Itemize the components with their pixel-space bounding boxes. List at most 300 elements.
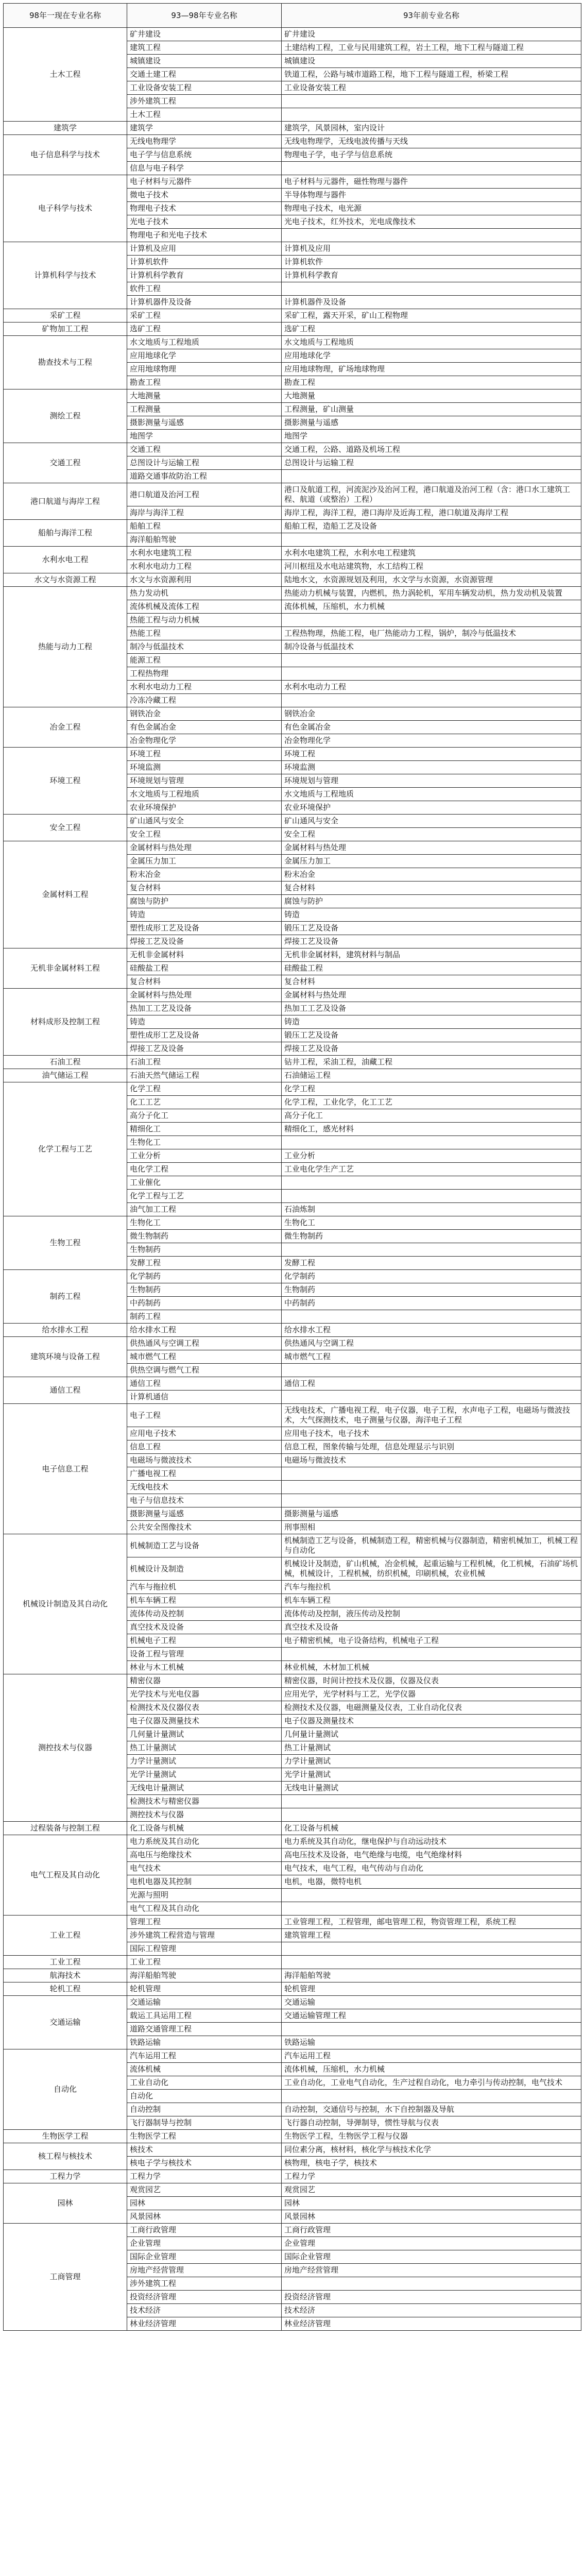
major-93-98-cell: 冷冻冷藏工程 <box>127 694 282 707</box>
major-pre-93-cell: 高分子化工 <box>282 1109 581 1123</box>
major-correspondence-table <box>3 3 581 2331</box>
major-93-98-cell: 工业分析 <box>127 1149 282 1163</box>
major-93-98-cell: 交通工程 <box>127 443 282 456</box>
table-row <box>4 135 581 148</box>
major-93-98-cell: 工业工程 <box>127 1956 282 1969</box>
major-pre-93-cell: 精细化工，感光材料 <box>282 1123 581 1136</box>
major-pre-93-cell: 焊接工艺及设备 <box>282 1042 581 1056</box>
major-93-98-cell: 生物化工 <box>127 1136 282 1149</box>
major-pre-93-cell <box>282 1494 581 1507</box>
major-93-98-cell: 化工工艺 <box>127 1096 282 1109</box>
major-93-98-cell: 化工设备与机械 <box>127 1822 282 1835</box>
major-pre-93-cell: 真空技术及设备 <box>282 1621 581 1634</box>
major-pre-93-cell: 铁路运输 <box>282 2036 581 2049</box>
major-pre-93-cell: 中药制药 <box>282 1297 581 1310</box>
current-major-cell: 土木工程 <box>4 28 127 122</box>
major-pre-93-cell: 水利水电动力工程 <box>282 681 581 694</box>
table-row <box>4 1822 581 1835</box>
major-pre-93-cell <box>282 654 581 667</box>
major-93-98-cell: 工程热物理 <box>127 667 282 681</box>
current-major-cell: 材料成形及控制工程 <box>4 989 127 1056</box>
major-93-98-cell: 微生物制药 <box>127 1230 282 1243</box>
major-93-98-cell: 塑性成形工艺及设备 <box>127 922 282 935</box>
major-93-98-cell: 电子与信息技术 <box>127 1494 282 1507</box>
major-pre-93-cell: 城市燃气工程 <box>282 1350 581 1364</box>
major-93-98-cell: 物理电子技术 <box>127 202 282 215</box>
major-pre-93-cell: 摄影测量与遥感 <box>282 1507 581 1521</box>
major-pre-93-cell: 工业分析 <box>282 1149 581 1163</box>
major-pre-93-cell: 观赏园艺 <box>282 2183 581 2197</box>
major-pre-93-cell: 焊接工艺及设备 <box>282 935 581 948</box>
major-93-98-cell: 电子学与信息系统 <box>127 148 282 162</box>
major-93-98-cell: 国际工程管理 <box>127 1942 282 1956</box>
current-major-cell: 建筑学 <box>4 122 127 135</box>
major-93-98-cell: 石油工程 <box>127 1056 282 1069</box>
current-major-cell: 交通工程 <box>4 443 127 483</box>
major-93-98-cell: 投资经济管理 <box>127 2291 282 2304</box>
current-major-cell: 水文与水资源工程 <box>4 573 127 587</box>
major-pre-93-cell <box>282 1648 581 1661</box>
major-pre-93-cell: 复合材料 <box>282 882 581 895</box>
current-major-cell: 工业工程 <box>4 1916 127 1956</box>
major-pre-93-cell: 同位素分离，核材料，核化学与核技术化学 <box>282 2143 581 2157</box>
major-pre-93-cell <box>282 1190 581 1203</box>
major-pre-93-cell: 无线电计量测试 <box>282 1782 581 1795</box>
major-93-98-cell: 道路交通事故防治工程 <box>127 470 282 483</box>
table-row <box>4 2183 581 2197</box>
major-pre-93-cell: 信息工程，图象传输与处理，信息处理显示与识别 <box>282 1440 581 1454</box>
major-93-98-cell: 选矿工程 <box>127 323 282 336</box>
major-pre-93-cell: 几何量计量测试 <box>282 1728 581 1741</box>
major-93-98-cell: 电气技术 <box>127 1862 282 1875</box>
major-93-98-cell: 化学工程 <box>127 1082 282 1096</box>
major-93-98-cell: 大地测量 <box>127 389 282 403</box>
major-93-98-cell: 交通运输 <box>127 1996 282 2009</box>
major-93-98-cell: 工业催化 <box>127 1176 282 1190</box>
major-93-98-cell: 机械设计及制造 <box>127 1557 282 1581</box>
major-93-98-cell: 精密仪器 <box>127 1674 282 1688</box>
major-pre-93-cell: 化工设备与机械 <box>282 1822 581 1835</box>
current-major-cell: 环境工程 <box>4 748 127 815</box>
major-93-98-cell: 金属材料与热处理 <box>127 989 282 1002</box>
major-pre-93-cell: 光学计量测试 <box>282 1768 581 1782</box>
major-93-98-cell: 载运工具运用工程 <box>127 2009 282 2023</box>
major-pre-93-cell: 机车车辆工程 <box>282 1594 581 1607</box>
major-pre-93-cell: 林业机械，木材加工机械 <box>282 1661 581 1674</box>
major-pre-93-cell: 勘查工程 <box>282 376 581 389</box>
major-pre-93-cell: 环境规划与管理 <box>282 774 581 788</box>
major-93-98-cell: 技术经济 <box>127 2304 282 2317</box>
major-93-98-cell: 港口航道及治河工程 <box>127 483 282 506</box>
major-93-98-cell: 水利水电动力工程 <box>127 681 282 694</box>
table-row <box>4 707 581 721</box>
current-major-cell: 安全工程 <box>4 815 127 841</box>
major-93-98-cell: 公共安全图像技术 <box>127 1521 282 1534</box>
major-93-98-cell: 地图学 <box>127 430 282 443</box>
major-pre-93-cell: 流体传动及控制，液压传动及控制 <box>282 1607 581 1621</box>
current-major-cell: 水利水电工程 <box>4 547 127 573</box>
major-93-98-cell: 无机非金属材料 <box>127 948 282 962</box>
major-93-98-cell: 应用地球物理 <box>127 363 282 376</box>
major-93-98-cell: 飞行器制导与控制 <box>127 2116 282 2130</box>
table-row <box>4 547 581 560</box>
major-93-98-cell: 热能工程 <box>127 627 282 640</box>
current-major-cell: 核工程与核技术 <box>4 2143 127 2170</box>
table-row <box>4 1216 581 1230</box>
major-93-98-cell: 流体机械 <box>127 2063 282 2076</box>
major-pre-93-cell: 化学制药 <box>282 1270 581 1283</box>
major-pre-93-cell: 力学计量测试 <box>282 1755 581 1768</box>
major-pre-93-cell: 矿山通风与安全 <box>282 815 581 828</box>
major-pre-93-cell: 复合材料 <box>282 975 581 989</box>
major-pre-93-cell: 腐蚀与防护 <box>282 895 581 908</box>
major-93-98-cell: 工商行政管理 <box>127 2224 282 2237</box>
major-93-98-cell: 海岸与海洋工程 <box>127 506 282 520</box>
major-pre-93-cell: 汽车与拖拉机 <box>282 1581 581 1594</box>
major-93-98-cell: 生物制药 <box>127 1243 282 1257</box>
major-93-98-cell: 工程力学 <box>127 2170 282 2183</box>
major-93-98-cell: 电子工程 <box>127 1404 282 1427</box>
major-93-98-cell: 信息工程 <box>127 1440 282 1454</box>
major-pre-93-cell <box>282 108 581 122</box>
major-93-98-cell: 热工计量测试 <box>127 1741 282 1755</box>
major-pre-93-cell: 城镇建设 <box>282 55 581 68</box>
major-pre-93-cell: 化学工程，工业化学，化工工艺 <box>282 1096 581 1109</box>
current-major-cell: 工商管理 <box>4 2224 127 2331</box>
major-pre-93-cell: 大地测量 <box>282 389 581 403</box>
major-pre-93-cell: 应用电子技术，电子技术 <box>282 1427 581 1440</box>
major-93-98-cell: 硅酸盐工程 <box>127 962 282 975</box>
major-93-98-cell: 风景园林 <box>127 2210 282 2224</box>
major-93-98-cell: 水利水电建筑工程 <box>127 547 282 560</box>
major-93-98-cell: 光源与照明 <box>127 1889 282 1902</box>
major-pre-93-cell: 钢铁冶金 <box>282 707 581 721</box>
major-93-98-cell: 环境监测 <box>127 761 282 774</box>
major-pre-93-cell: 精密仪器，时间计控技术及仪器，仪器及仪表 <box>282 1674 581 1688</box>
major-pre-93-cell: 船舶工程，造船工艺及设备 <box>282 520 581 533</box>
major-93-98-cell: 冶金物理化学 <box>127 734 282 748</box>
header-pre-93-major: 93年前专业名称 <box>282 4 581 28</box>
current-major-cell: 给水排水工程 <box>4 1324 127 1337</box>
table-row <box>4 2143 581 2157</box>
table-row <box>4 443 581 456</box>
major-pre-93-cell <box>282 2277 581 2291</box>
major-93-98-cell: 热加工工艺及设备 <box>127 1002 282 1015</box>
current-major-cell: 交通运输 <box>4 1996 127 2049</box>
current-major-cell: 计算机科学与技术 <box>4 242 127 309</box>
current-major-cell: 自动化 <box>4 2049 127 2130</box>
major-pre-93-cell: 物理电子学，电子学与信息系统 <box>282 148 581 162</box>
table-row <box>4 1969 581 1982</box>
table-row <box>4 1337 581 1350</box>
major-93-98-cell: 土木工程 <box>127 108 282 122</box>
major-pre-93-cell <box>282 1481 581 1494</box>
major-pre-93-cell: 地图学 <box>282 430 581 443</box>
major-pre-93-cell: 通信工程 <box>282 1377 581 1391</box>
table-row <box>4 2049 581 2063</box>
major-pre-93-cell: 光电子技术，红外技术，光电成像技术 <box>282 215 581 229</box>
major-93-98-cell: 交通土建工程 <box>127 68 282 81</box>
major-93-98-cell: 海洋船舶驾驶 <box>127 533 282 547</box>
major-pre-93-cell: 电力系统及其自动化，继电保护与自动远动技术 <box>282 1835 581 1849</box>
major-93-98-cell: 光学计量测试 <box>127 1768 282 1782</box>
current-major-cell: 生物工程 <box>4 1216 127 1270</box>
major-93-98-cell: 复合材料 <box>127 975 282 989</box>
major-93-98-cell: 建筑学 <box>127 122 282 135</box>
table-body <box>4 28 581 2331</box>
current-major-cell: 化学工程与工艺 <box>4 1082 127 1216</box>
major-pre-93-cell: 国际企业管理 <box>282 2250 581 2264</box>
major-93-98-cell: 热能工程与动力机械 <box>127 614 282 627</box>
major-93-98-cell: 制冷与低温技术 <box>127 640 282 654</box>
major-pre-93-cell <box>282 1364 581 1377</box>
major-93-98-cell: 热力发动机 <box>127 587 282 600</box>
table-row <box>4 841 581 855</box>
major-93-98-cell: 工程测量 <box>127 403 282 416</box>
major-pre-93-cell: 生物医学工程，生物医学工程与仪器 <box>282 2130 581 2143</box>
major-93-98-cell: 生物化工 <box>127 1216 282 1230</box>
major-93-98-cell: 电气工程及其自动化 <box>127 1902 282 1916</box>
major-pre-93-cell: 制冷设备与低温技术 <box>282 640 581 654</box>
major-93-98-cell: 软件工程 <box>127 282 282 296</box>
major-93-98-cell: 焊接工艺及设备 <box>127 1042 282 1056</box>
major-pre-93-cell: 机械设计及制造，矿山机械，冶金机械，起重运输与工程机械，化工机械，石油矿场机械，机械设计，工程机械，纺织机械，印刷机械，农业机械 <box>282 1557 581 1581</box>
major-93-98-cell: 管理工程 <box>127 1916 282 1929</box>
table-row <box>4 989 581 1002</box>
major-pre-93-cell: 水文地质与工程地质 <box>282 336 581 349</box>
major-pre-93-cell: 计算机及应用 <box>282 242 581 256</box>
major-93-98-cell: 有色金属冶金 <box>127 721 282 734</box>
major-pre-93-cell <box>282 1956 581 1969</box>
major-pre-93-cell: 采矿工程，露天开采，矿山工程物理 <box>282 309 581 323</box>
major-93-98-cell: 电子仪器及测量技术 <box>127 1715 282 1728</box>
major-93-98-cell: 电机电器及其控制 <box>127 1875 282 1889</box>
major-pre-93-cell: 电气技术，电气工程，电气传动与自动化 <box>282 1862 581 1875</box>
major-pre-93-cell <box>282 1310 581 1324</box>
major-93-98-cell: 电子材料与元器件 <box>127 175 282 189</box>
major-93-98-cell: 电磁场与微波技术 <box>127 1454 282 1467</box>
major-pre-93-cell: 粉末冶金 <box>282 868 581 882</box>
major-93-98-cell: 计算机科学教育 <box>127 269 282 282</box>
major-pre-93-cell: 物理电子技术，电光源 <box>282 202 581 215</box>
table-row <box>4 336 581 349</box>
major-pre-93-cell <box>282 2023 581 2036</box>
major-93-98-cell: 电力系统及其自动化 <box>127 1835 282 1849</box>
major-93-98-cell: 力学计量测试 <box>127 1755 282 1768</box>
major-pre-93-cell <box>282 282 581 296</box>
major-pre-93-cell <box>282 533 581 547</box>
major-pre-93-cell: 环境工程 <box>282 748 581 761</box>
major-pre-93-cell: 铁道工程，公路与城市道路工程，地下工程与隧道工程，桥梁工程 <box>282 68 581 81</box>
major-93-98-cell: 计算机器件及设备 <box>127 296 282 309</box>
major-pre-93-cell: 计算机器件及设备 <box>282 296 581 309</box>
header-row <box>4 4 581 28</box>
major-pre-93-cell: 海岸工程，海洋工程，港口海岸及近海工程，港口航道及海岸工程 <box>282 506 581 520</box>
major-pre-93-cell: 热加工工艺及设备 <box>282 1002 581 1015</box>
major-pre-93-cell: 铸造 <box>282 908 581 922</box>
major-93-98-cell: 观赏园艺 <box>127 2183 282 2197</box>
major-pre-93-cell: 无机非金属材料，建筑材料与制品 <box>282 948 581 962</box>
current-major-cell: 无机非金属材料工程 <box>4 948 127 989</box>
current-major-cell: 航海技术 <box>4 1969 127 1982</box>
major-pre-93-cell: 交通工程，公路、道路及机场工程 <box>282 443 581 456</box>
major-pre-93-cell: 农业环境保护 <box>282 801 581 815</box>
major-93-98-cell: 几何量计量测试 <box>127 1728 282 1741</box>
major-93-98-cell: 矿山通风与安全 <box>127 815 282 828</box>
current-major-cell: 勘查技术与工程 <box>4 336 127 389</box>
table-row <box>4 483 581 506</box>
major-93-98-cell: 城镇建设 <box>127 55 282 68</box>
major-93-98-cell: 矿井建设 <box>127 28 282 41</box>
current-major-cell: 电气工程及其自动化 <box>4 1835 127 1916</box>
major-93-98-cell: 计算机通信 <box>127 1391 282 1404</box>
major-93-98-cell: 船舶工程 <box>127 520 282 533</box>
major-pre-93-cell: 无线电物理学，无线电波传播与天线 <box>282 135 581 148</box>
major-93-98-cell: 国际企业管理 <box>127 2250 282 2264</box>
table-row <box>4 520 581 533</box>
table-row <box>4 2170 581 2183</box>
current-major-cell: 测控技术与仪器 <box>4 1674 127 1822</box>
major-pre-93-cell: 有色金属冶金 <box>282 721 581 734</box>
major-pre-93-cell: 半导体物理与器件 <box>282 189 581 202</box>
major-93-98-cell: 制药工程 <box>127 1310 282 1324</box>
current-major-cell: 过程装备与控制工程 <box>4 1822 127 1835</box>
current-major-cell: 港口航道与海岸工程 <box>4 483 127 520</box>
major-93-98-cell: 中药制药 <box>127 1297 282 1310</box>
major-93-98-cell: 摄影测量与遥感 <box>127 1507 282 1521</box>
major-pre-93-cell <box>282 1243 581 1257</box>
table-row <box>4 1534 581 1557</box>
major-pre-93-cell: 摄影测量与遥感 <box>282 416 581 430</box>
major-93-98-cell: 园林 <box>127 2197 282 2210</box>
current-major-cell: 金属材料工程 <box>4 841 127 948</box>
major-pre-93-cell: 河川枢纽及水电站建筑物，水工结构工程 <box>282 560 581 573</box>
table-row <box>4 1069 581 1082</box>
major-pre-93-cell: 交通运输 <box>282 1996 581 2009</box>
major-pre-93-cell <box>282 1136 581 1149</box>
major-pre-93-cell: 安全工程 <box>282 828 581 841</box>
major-pre-93-cell: 水文地质与工程地质 <box>282 788 581 801</box>
current-major-cell: 通信工程 <box>4 1377 127 1404</box>
major-pre-93-cell: 工程热物理，热能工程，电厂热能动力工程，锅炉，制冷与低温技术 <box>282 627 581 640</box>
major-93-98-cell: 采矿工程 <box>127 309 282 323</box>
major-pre-93-cell: 总图设计与运输工程 <box>282 456 581 470</box>
current-major-cell: 矿物加工工程 <box>4 323 127 336</box>
major-pre-93-cell: 给水排水工程 <box>282 1324 581 1337</box>
major-pre-93-cell: 建筑学，风景园林，室内设计 <box>282 122 581 135</box>
major-93-98-cell: 光电子技术 <box>127 215 282 229</box>
table-row <box>4 2224 581 2237</box>
major-pre-93-cell <box>282 1467 581 1481</box>
major-pre-93-cell: 冶金物理化学 <box>282 734 581 748</box>
major-93-98-cell: 石油天然气储运工程 <box>127 1069 282 1082</box>
major-93-98-cell: 测控技术与仪器 <box>127 1808 282 1822</box>
major-pre-93-cell: 钻井工程，采油工程，油藏工程 <box>282 1056 581 1069</box>
major-pre-93-cell: 流体机械，压缩机，水力机械 <box>282 2063 581 2076</box>
major-pre-93-cell: 计算机科学教育 <box>282 269 581 282</box>
major-pre-93-cell <box>282 2090 581 2103</box>
major-pre-93-cell: 房地产经营管理 <box>282 2264 581 2277</box>
major-93-98-cell: 海洋船舶驾驶 <box>127 1969 282 1982</box>
major-pre-93-cell: 机械制造工艺与设备，机械制造工程，精密机械与仪器制造，精密机械加工，机械工程与自动化 <box>282 1534 581 1557</box>
major-pre-93-cell: 矿井建设 <box>282 28 581 41</box>
major-93-98-cell: 道路交通管理工程 <box>127 2023 282 2036</box>
major-93-98-cell: 工业设备安装工程 <box>127 81 282 95</box>
current-major-cell: 工业工程 <box>4 1956 127 1969</box>
major-pre-93-cell: 电机，电器，微特电机 <box>282 1875 581 1889</box>
table-row <box>4 948 581 962</box>
major-93-98-cell: 给水排水工程 <box>127 1324 282 1337</box>
major-pre-93-cell <box>282 1176 581 1190</box>
major-pre-93-cell: 微生物制药 <box>282 1230 581 1243</box>
current-major-cell: 热能与动力工程 <box>4 587 127 707</box>
major-pre-93-cell: 企业管理 <box>282 2237 581 2250</box>
major-pre-93-cell: 应用光学，光学材料与工艺，光学仪器 <box>282 1688 581 1701</box>
major-93-98-cell: 焊接工艺及设备 <box>127 935 282 948</box>
major-93-98-cell: 机车车辆工程 <box>127 1594 282 1607</box>
major-93-98-cell: 核电子学与核技术 <box>127 2157 282 2170</box>
header-93-98-major: 93—98年专业名称 <box>127 4 282 28</box>
major-pre-93-cell: 热能动力机械与装置，内燃机，热力涡轮机，军用车辆发动机，热力发动机及装置 <box>282 587 581 600</box>
major-pre-93-cell: 自动控制，交通信号与控制，水下自控制器及导航 <box>282 2103 581 2116</box>
major-pre-93-cell <box>282 95 581 108</box>
major-93-98-cell: 铸造 <box>127 908 282 922</box>
major-93-98-cell: 检测技术与精密仪器 <box>127 1795 282 1808</box>
major-pre-93-cell: 金属材料与热处理 <box>282 841 581 855</box>
major-93-98-cell: 复合材料 <box>127 882 282 895</box>
major-pre-93-cell: 土建结构工程，工业与民用建筑工程，岩土工程，地下工程与隧道工程 <box>282 41 581 55</box>
major-pre-93-cell: 工商行政管理 <box>282 2224 581 2237</box>
major-pre-93-cell: 工程力学 <box>282 2170 581 2183</box>
major-pre-93-cell: 铸造 <box>282 1015 581 1029</box>
current-major-cell: 冶金工程 <box>4 707 127 748</box>
table-row <box>4 748 581 761</box>
major-93-98-cell: 铁路运输 <box>127 2036 282 2049</box>
major-pre-93-cell: 金属材料与热处理 <box>282 989 581 1002</box>
table-row <box>4 175 581 189</box>
table-row <box>4 309 581 323</box>
major-pre-93-cell: 工业管理工程，工程管理，邮电管理工程，物资管理工程，系统工程 <box>282 1916 581 1929</box>
table-row <box>4 1916 581 1929</box>
major-93-98-cell: 供热空调与燃气工程 <box>127 1364 282 1377</box>
major-pre-93-cell: 港口及航道工程，河流泥沙及治河工程，港口航道及治河工程（含：港口水工建筑工程、航道（或整治）工程） <box>282 483 581 506</box>
major-pre-93-cell <box>282 162 581 175</box>
major-93-98-cell: 供热通风与空调工程 <box>127 1337 282 1350</box>
major-pre-93-cell <box>282 694 581 707</box>
major-pre-93-cell: 电子精密机械，电子设备结构，机械电子工程 <box>282 1634 581 1648</box>
major-93-98-cell: 生物制药 <box>127 1283 282 1297</box>
major-pre-93-cell: 高电压技术及设备，电气绝缘与电缆，电气绝缘材料 <box>282 1849 581 1862</box>
major-pre-93-cell: 轮机管理 <box>282 1982 581 1996</box>
current-major-cell: 测绘工程 <box>4 389 127 443</box>
major-93-98-cell: 环境规划与管理 <box>127 774 282 788</box>
current-major-cell: 园林 <box>4 2183 127 2224</box>
major-pre-93-cell: 汽车运用工程 <box>282 2049 581 2063</box>
major-pre-93-cell: 无线电技术，广播电视工程，电子仪器，电子工程，水声电子工程，电磁场与微波技术，大气探测技术，电子测量与仪器，海洋电子工程 <box>282 1404 581 1427</box>
major-93-98-cell: 机械制造工艺与设备 <box>127 1534 282 1557</box>
major-pre-93-cell: 工程测量，矿山测量 <box>282 403 581 416</box>
major-pre-93-cell <box>282 1391 581 1404</box>
major-pre-93-cell: 生物化工 <box>282 1216 581 1230</box>
major-93-98-cell: 勘查工程 <box>127 376 282 389</box>
major-pre-93-cell: 交通运输管理工程 <box>282 2009 581 2023</box>
current-major-cell: 生物医学工程 <box>4 2130 127 2143</box>
current-major-cell: 电子科学与技术 <box>4 175 127 242</box>
major-93-98-cell: 城市燃气工程 <box>127 1350 282 1364</box>
major-93-98-cell: 检测技术及仪器仪表 <box>127 1701 282 1715</box>
major-93-98-cell: 农业环境保护 <box>127 801 282 815</box>
major-93-98-cell: 涉外建筑工程 <box>127 95 282 108</box>
